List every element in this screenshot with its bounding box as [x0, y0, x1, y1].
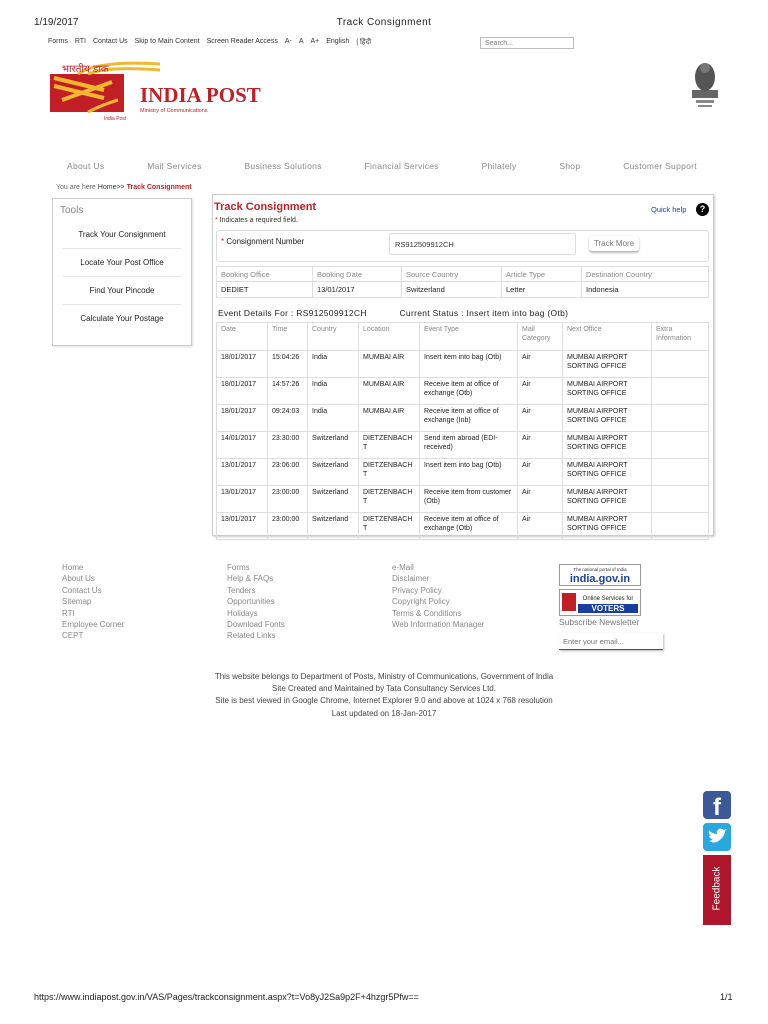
events-header-row — [217, 323, 709, 351]
breadcrumb-home[interactable]: Home>> — [97, 184, 125, 191]
event-next-office: MUMBAI AIRPORT SORTING OFFICE — [563, 513, 652, 540]
event-date: 13/01/2017 — [217, 459, 268, 486]
events-header-cell: Country — [308, 323, 359, 351]
booking-header-cell: Destination Country — [582, 267, 709, 282]
event-row — [217, 432, 709, 459]
footer-link[interactable]: Download Fonts — [227, 620, 285, 630]
event-row — [217, 513, 709, 540]
events-header-cell: Event Type — [420, 323, 518, 351]
tool-track-consignment[interactable]: Track Your Consignment — [63, 221, 181, 249]
util-link-skip[interactable]: Skip to Main Content — [134, 38, 200, 45]
booking-header-cell: Booking Office — [217, 267, 313, 282]
footer-link[interactable]: Contact Us — [62, 585, 102, 595]
events-table-body — [217, 351, 709, 540]
event-row — [217, 351, 709, 378]
site-info-line: This website belongs to Department of Posts, Ministry of Communications, Government of India — [214, 672, 554, 681]
footer-links-col-2 — [227, 562, 285, 642]
event-country: Switzerland — [308, 486, 359, 513]
event-time: 14:57:26 — [268, 378, 308, 405]
footer-link[interactable]: Employee Corner — [62, 620, 125, 630]
footer-link[interactable]: Related Links — [227, 631, 276, 641]
voters-text: VOTERS — [591, 604, 625, 613]
events-header-cell: Time — [268, 323, 308, 351]
footer-link[interactable]: Privacy Policy — [392, 585, 442, 595]
event-date: 13/01/2017 — [217, 513, 268, 540]
event-time: 15:04:26 — [268, 351, 308, 378]
required-note-text: Indicates a required field. — [219, 217, 298, 224]
event-time: 23:00:00 — [268, 486, 308, 513]
event-mail-category: Air — [518, 513, 563, 540]
voters-top-text: Online Services for — [582, 596, 634, 602]
events-header-cell: Date — [217, 323, 268, 351]
event-type: Receive item at office of exchange (Otb) — [420, 378, 518, 405]
event-next-office: MUMBAI AIRPORT SORTING OFFICE — [563, 432, 652, 459]
font-decrease-button[interactable]: A- — [284, 38, 292, 45]
nav-mail-services[interactable]: Mail Services — [147, 161, 202, 171]
event-time: 23:00:00 — [268, 513, 308, 540]
breadcrumb — [56, 184, 192, 191]
logo-hindi-text: भारतीय डाक — [62, 64, 109, 75]
page-title: Track Consignment — [214, 201, 317, 213]
footer-link[interactable]: RTI — [62, 608, 75, 618]
logo-ministry-text: Ministry of Communications — [140, 108, 208, 114]
event-time: 23:30:00 — [268, 432, 308, 459]
event-type: Insert item into bag (Otb) — [420, 459, 518, 486]
booking-office-value: DEDIET — [217, 282, 313, 298]
footer-link[interactable]: Copyright Policy — [392, 597, 450, 607]
nav-about-us[interactable]: About Us — [67, 161, 105, 171]
print-url: https://www.indiapost.gov.in/VAS/Pages/trackconsignment.aspx?t=Vo8yJ2Sa9p2F+4hzgr5Pfw== — [34, 992, 419, 1002]
search-input[interactable] — [480, 37, 574, 49]
event-details-heading — [218, 308, 568, 318]
ballot-icon — [562, 593, 576, 611]
print-title: Track Consignment — [336, 17, 432, 28]
nav-customer-support[interactable]: Customer Support — [623, 161, 697, 171]
newsletter-email-input[interactable] — [559, 633, 663, 650]
event-country: Switzerland — [308, 432, 359, 459]
feedback-label: Feedback — [711, 866, 723, 911]
event-next-office: MUMBAI AIRPORT SORTING OFFICE — [563, 486, 652, 513]
footer-link[interactable]: Forms — [227, 563, 250, 572]
events-header-cell: Extra Information — [652, 323, 709, 351]
track-consignment-panel — [212, 194, 714, 536]
footer-link[interactable]: Sitemap — [62, 597, 92, 607]
event-extra-info — [652, 432, 709, 459]
quick-help-link[interactable]: Quick help — [651, 205, 687, 214]
footer-link[interactable]: Opportunities — [227, 597, 275, 607]
track-more-button[interactable]: Track More — [589, 236, 639, 252]
event-row — [217, 405, 709, 432]
article-type-value: Letter — [502, 282, 582, 298]
breadcrumb-prefix: You are here — [56, 184, 96, 191]
event-location: DIETZENBACH T — [359, 459, 420, 486]
event-date: 18/01/2017 — [217, 351, 268, 378]
events-header-cell: Location — [359, 323, 420, 351]
event-country: India — [308, 405, 359, 432]
event-time: 23:06:00 — [268, 459, 308, 486]
events-header-cell: Next Office — [563, 323, 652, 351]
india-gov-subtext: The national portal of India — [573, 567, 627, 572]
india-gov-badge[interactable] — [559, 564, 641, 586]
event-country: Switzerland — [308, 459, 359, 486]
main-nav — [52, 161, 712, 171]
footer-link[interactable]: About Us — [62, 574, 95, 584]
twitter-icon[interactable] — [703, 823, 731, 851]
event-row — [217, 459, 709, 486]
footer-links-col-1 — [62, 562, 124, 642]
consignment-number-label: * Consignment Number — [221, 237, 305, 246]
voters-services-badge[interactable] — [559, 589, 641, 616]
tool-calculate-postage[interactable]: Calculate Your Postage — [80, 314, 164, 323]
source-country-value: Switzerland — [402, 282, 502, 298]
event-next-office: MUMBAI AIRPORT SORTING OFFICE — [563, 378, 652, 405]
footer-link[interactable]: Tenders — [227, 585, 256, 595]
india-gov-text: india.gov.in — [569, 573, 631, 585]
tools-title: Tools — [60, 205, 84, 216]
font-normal-button[interactable]: A — [298, 38, 304, 45]
event-type: Receive item at office of exchange (Inb) — [420, 405, 518, 432]
footer-link[interactable]: Disclaimer — [392, 574, 430, 584]
event-country: India — [308, 351, 359, 378]
india-post-logo[interactable] — [48, 60, 288, 124]
event-extra-info — [652, 405, 709, 432]
subscribe-newsletter-label: Subscribe Newsletter — [559, 617, 640, 627]
event-mail-category: Air — [518, 486, 563, 513]
footer-links-col-3 — [392, 562, 484, 630]
util-link-screen-reader[interactable]: Screen Reader Access — [206, 38, 278, 45]
event-next-office: MUMBAI AIRPORT SORTING OFFICE — [563, 405, 652, 432]
event-extra-info — [652, 486, 709, 513]
logo-small-text: India Post — [104, 116, 127, 122]
booking-table — [216, 266, 709, 298]
tool-find-pincode[interactable]: Find Your Pincode — [63, 277, 181, 305]
footer-link[interactable]: Web Information Manager — [392, 620, 485, 630]
event-type: Send item abroad (EDI-received) — [420, 432, 518, 459]
events-table — [216, 322, 709, 540]
event-extra-info — [652, 513, 709, 540]
booking-date-value: 13/01/2017 — [313, 282, 402, 298]
site-info-line: Site is best viewed in Google Chrome, Internet Explorer 9.0 and above at 1024 x 768 resolution — [215, 696, 553, 706]
event-country: Switzerland — [308, 513, 359, 540]
event-location: DIETZENBACH T — [359, 513, 420, 540]
event-next-office: MUMBAI AIRPORT SORTING OFFICE — [563, 459, 652, 486]
breadcrumb-current: Track Consignment — [126, 184, 192, 191]
facebook-icon[interactable] — [703, 791, 731, 819]
booking-header-row — [217, 267, 709, 282]
site-info-line: Last updated on 18-Jan-2017 — [331, 708, 437, 718]
event-location: MUMBAI AIR — [359, 351, 420, 378]
event-date: 18/01/2017 — [217, 378, 268, 405]
event-time: 09:24:03 — [268, 405, 308, 432]
india-post-logo-mark — [48, 60, 288, 124]
event-date: 18/01/2017 — [217, 405, 268, 432]
destination-country-value: Indonesia — [582, 282, 709, 298]
current-status-label: Current Status : Insert item into bag (Otb) — [399, 308, 569, 318]
booking-value-row — [217, 282, 709, 298]
booking-header-cell: Source Country — [402, 267, 502, 282]
utility-links — [48, 38, 378, 47]
event-country: India — [308, 378, 359, 405]
event-location: MUMBAI AIR — [359, 378, 420, 405]
consignment-number-input[interactable] — [389, 233, 576, 255]
footer-link[interactable]: Terms & Conditions — [392, 608, 462, 618]
nav-shop[interactable]: Shop — [559, 161, 581, 171]
util-link-forms[interactable]: Forms — [48, 38, 68, 45]
booking-header-cell: Article Type — [502, 267, 582, 282]
event-mail-category: Air — [518, 432, 563, 459]
footer-link[interactable]: Home — [62, 563, 84, 572]
feedback-tab[interactable] — [703, 855, 731, 925]
event-mail-category: Air — [518, 405, 563, 432]
lang-hindi-link[interactable]: | हिंदी — [356, 39, 372, 46]
footer-link[interactable]: Holidays — [227, 608, 258, 618]
site-info — [0, 671, 768, 720]
event-date: 13/01/2017 — [217, 486, 268, 513]
nav-philately[interactable]: Philately — [481, 161, 517, 171]
nav-financial-services[interactable]: Financial Services — [364, 161, 439, 171]
required-note: * Indicates a required field. — [215, 217, 298, 224]
facebook-glyph: f — [713, 794, 721, 819]
event-location: MUMBAI AIR — [359, 405, 420, 432]
event-date: 14/01/2017 — [217, 432, 268, 459]
site-info-line: Site Created and Maintained by Tata Consultancy Services Ltd. — [272, 684, 496, 694]
help-icon[interactable]: ? — [696, 203, 709, 216]
footer-link[interactable]: CEPT — [62, 631, 84, 641]
event-row — [217, 378, 709, 405]
tools-sidebar — [52, 198, 192, 346]
event-extra-info — [652, 459, 709, 486]
event-location: DIETZENBACH T — [359, 432, 420, 459]
event-mail-category: Air — [518, 378, 563, 405]
nav-business-solutions[interactable]: Business Solutions — [244, 161, 322, 171]
event-row — [217, 486, 709, 513]
util-link-contact[interactable]: Contact Us — [93, 38, 128, 45]
logo-wordmark: INDIA POST — [140, 83, 261, 107]
event-mail-category: Air — [518, 459, 563, 486]
font-increase-button[interactable]: A+ — [310, 38, 320, 45]
footer-link[interactable]: Help & FAQs — [227, 574, 274, 584]
event-mail-category: Air — [518, 351, 563, 378]
event-extra-info — [652, 378, 709, 405]
util-link-rti[interactable]: RTI — [74, 38, 86, 45]
tool-locate-post-office[interactable]: Locate Your Post Office — [63, 249, 181, 277]
event-type: Receive item at office of exchange (Otb) — [420, 513, 518, 540]
event-next-office: MUMBAI AIRPORT SORTING OFFICE — [563, 351, 652, 378]
event-location: DIETZENBACH T — [359, 486, 420, 513]
print-date: 1/19/2017 — [34, 17, 79, 28]
national-emblem-icon — [688, 60, 722, 112]
events-header-cell: Mail Category — [518, 323, 563, 351]
lang-english-link[interactable]: English — [326, 38, 350, 45]
consignment-number-label-text: Consignment Number — [226, 237, 305, 246]
event-type: Insert item into bag (Otb) — [420, 351, 518, 378]
event-type: Receive item from customer (Otb) — [420, 486, 518, 513]
print-page-number: 1/1 — [720, 992, 733, 1002]
footer-link[interactable]: e-Mail — [392, 563, 414, 572]
event-extra-info — [652, 351, 709, 378]
booking-header-cell: Booking Date — [313, 267, 402, 282]
event-details-label: Event Details For : RS912509912CH — [218, 308, 367, 318]
